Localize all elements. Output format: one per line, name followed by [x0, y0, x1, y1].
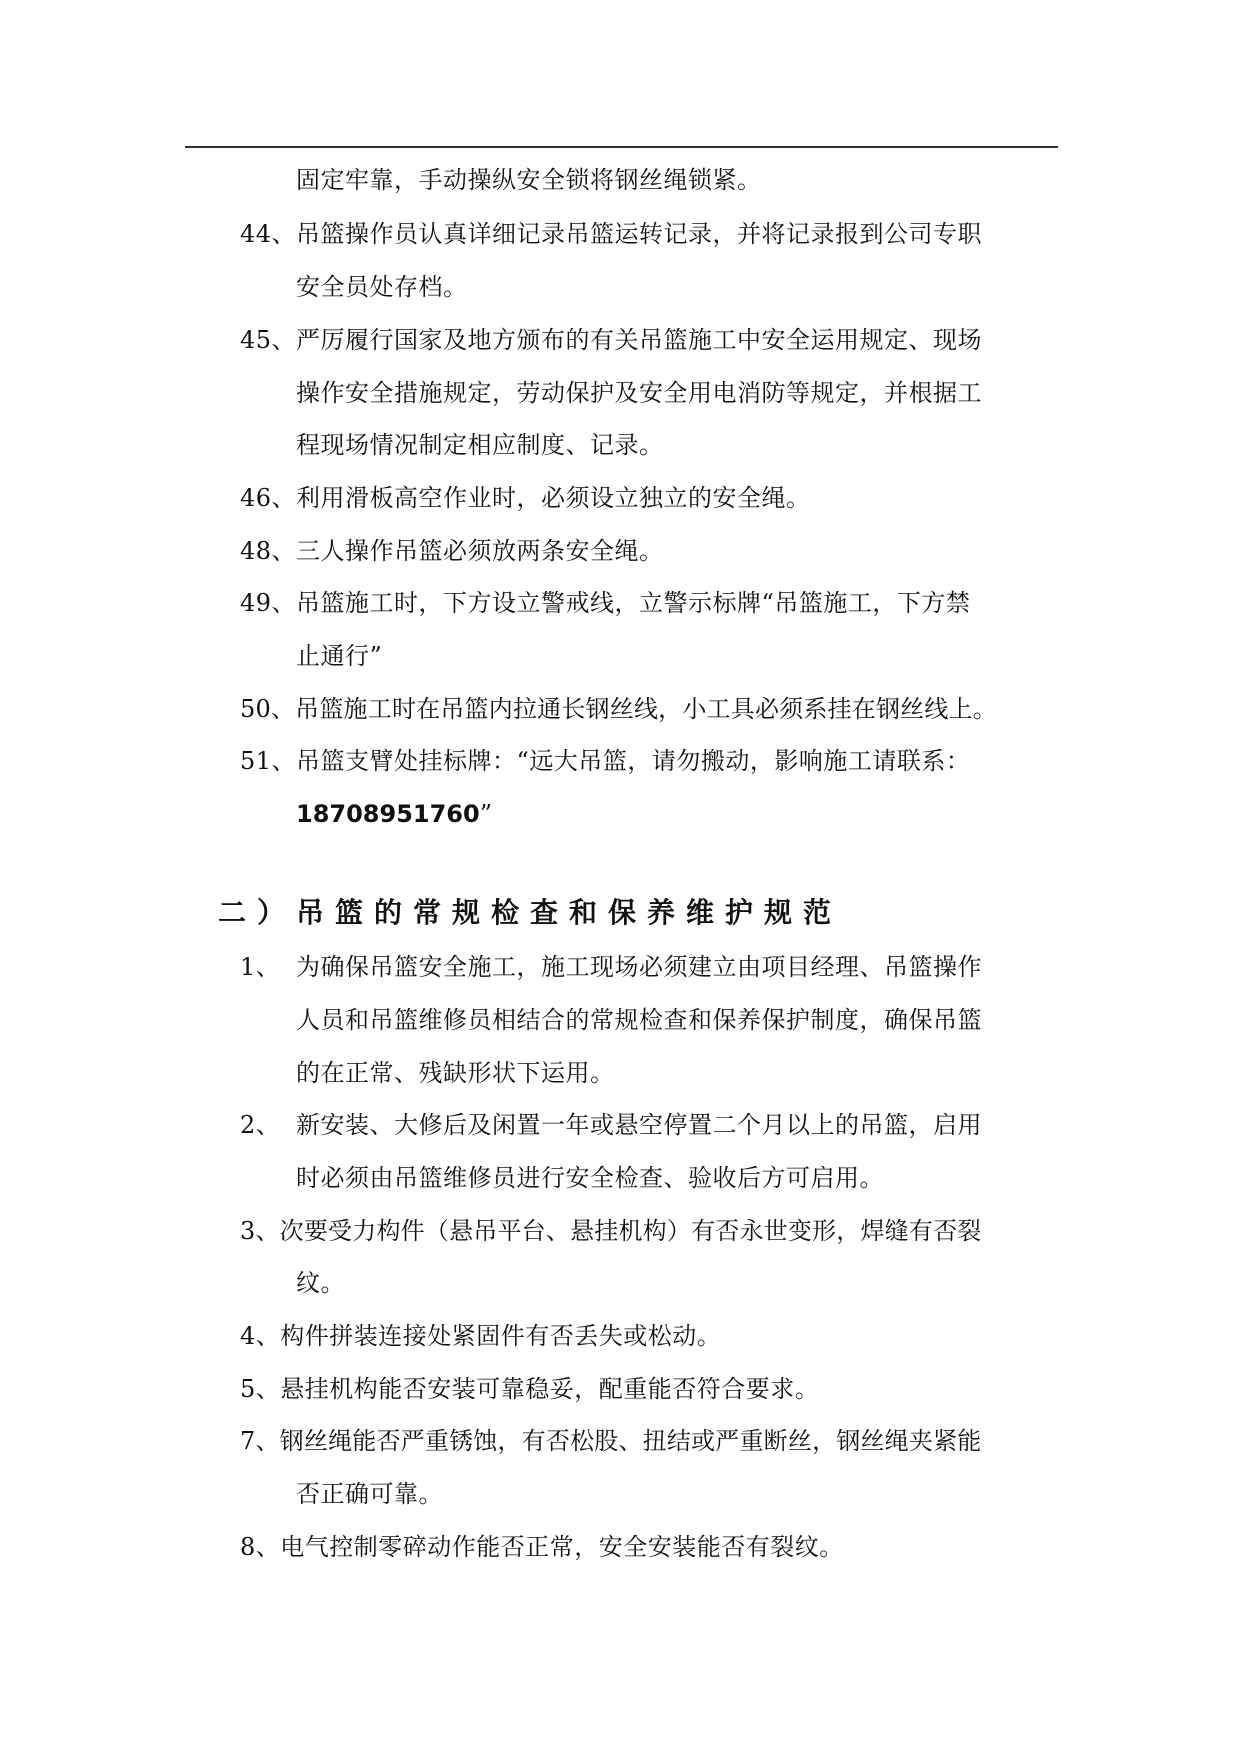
list-item-number: 4、	[240, 1322, 281, 1350]
list-item-5	[240, 1372, 819, 1406]
list-item-number: 49、	[240, 589, 297, 617]
list-item-45-line2: 操作安全措施规定，劳动保护及安全用电消防等规定，并根据工	[296, 379, 982, 407]
list-item-number: 7、	[240, 1427, 280, 1455]
list-item-text: 吊篮施工时，下方设立警戒线，立警示标牌“吊篮施工，下方禁	[296, 589, 971, 617]
list-item-text: 吊篮施工时在吊篮内拉通长钢丝线，小工具必须系挂在钢丝线上。	[295, 695, 997, 723]
list-item-51-line2	[296, 797, 492, 831]
list-item-number: 8、	[240, 1533, 281, 1561]
list-item-50	[240, 692, 997, 726]
list-item-text: 三人操作吊篮必须放两条安全绳。	[296, 537, 664, 565]
list-item-text: 严厉履行国家及地方颁布的有关吊篮施工中安全运用规定、现场	[296, 326, 983, 354]
header-rule	[185, 146, 1058, 148]
list-item-number: 51、	[240, 747, 297, 775]
list-item-text: 构件拼装连接处紧固件有否丢失或松动。	[280, 1322, 722, 1350]
list-item-number: 50、	[240, 695, 296, 723]
list-item-number: 5、	[240, 1375, 281, 1403]
list-item-48	[240, 534, 664, 568]
list-item-number: 3、	[240, 1217, 280, 1245]
list-item-49	[240, 586, 970, 620]
list-item-number: 45、	[240, 326, 297, 354]
list-item-2	[240, 1108, 982, 1142]
list-item-text: 次要受力构件（悬吊平台、悬挂机构）有否永世变形，焊缝有否裂	[279, 1217, 982, 1245]
list-item-3	[240, 1214, 981, 1248]
list-item-number: 1、	[240, 953, 281, 981]
list-item-text: 为确保吊篮安全施工，施工现场必须建立由项目经理、吊篮操作	[296, 953, 982, 981]
list-item-text: 利用滑板高空作业时，必须设立独立的安全绳。	[296, 484, 811, 512]
list-item-text: 吊篮支臂处挂标牌：“远大吊篮，请勿搬动，影响施工请联系：	[296, 747, 971, 775]
list-item-7-line2: 否正确可靠。	[296, 1480, 443, 1508]
list-item-46	[240, 481, 811, 515]
list-item-45	[240, 323, 982, 357]
item-43-continuation: 固定牢靠，手动操纵安全锁将钢丝绳锁紧。	[296, 166, 762, 194]
list-item-text: 新安装、大修后及闲置一年或悬空停置二个月以上的吊篮，启用	[296, 1111, 982, 1139]
list-item-8	[240, 1530, 844, 1564]
closing-quote: ”	[479, 800, 493, 828]
list-item-44	[240, 217, 982, 251]
list-item-text: 悬挂机构能否安装可靠稳妥，配重能否符合要求。	[280, 1375, 820, 1403]
list-item-text: 电气控制零碎动作能否正常，安全安装能否有裂纹。	[280, 1533, 844, 1561]
list-item-7	[240, 1424, 981, 1458]
section-heading: 二）吊篮的常规检查和保养维护规范	[218, 896, 843, 929]
list-item-1-line3: 的在正常、残缺形状下运用。	[296, 1059, 615, 1087]
list-item-4	[240, 1319, 721, 1353]
list-item-44-line2: 安全员处存档。	[296, 273, 468, 301]
list-item-1	[240, 950, 982, 984]
list-item-text: 钢丝绳能否严重锈蚀，有否松股、扭结或严重断丝，钢丝绳夹紧能	[279, 1427, 982, 1455]
list-item-number: 46、	[240, 484, 297, 512]
list-item-51	[240, 744, 970, 778]
list-item-45-line3: 程现场情况制定相应制度、记录。	[296, 431, 664, 459]
list-item-3-line2: 纹。	[296, 1269, 345, 1297]
list-item-49-line2: 止通行”	[296, 642, 383, 670]
phone-number: 18708951760	[296, 800, 480, 828]
list-item-number: 44、	[240, 220, 297, 248]
list-item-number: 48、	[240, 537, 297, 565]
list-item-1-line2: 人员和吊篮维修员相结合的常规检查和保养保护制度，确保吊篮	[296, 1006, 982, 1034]
list-item-2-line2: 时必须由吊篮维修员进行安全检查、验收后方可启用。	[296, 1164, 884, 1192]
list-item-text: 吊篮操作员认真详细记录吊篮运转记录，并将记录报到公司专职	[296, 220, 983, 248]
list-item-number: 2、	[240, 1111, 281, 1139]
